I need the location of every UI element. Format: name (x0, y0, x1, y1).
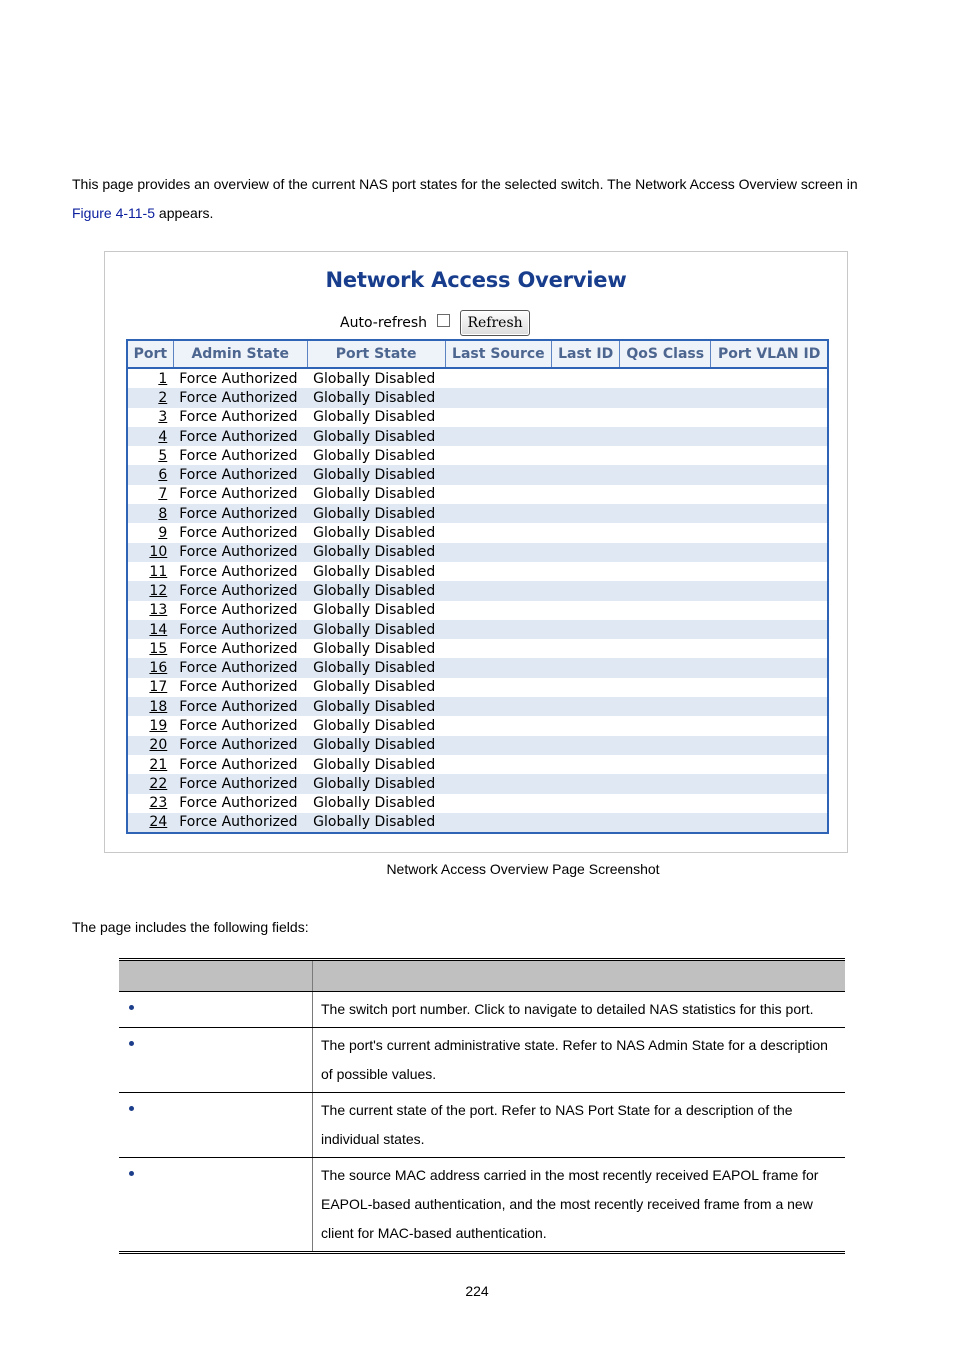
port-vlan-id-cell (711, 755, 828, 774)
field-description: The current state of the port. Refer to NAS Port State for a description of the individual states. (313, 1093, 846, 1158)
port-vlan-id-cell (711, 697, 828, 716)
table-body (127, 368, 828, 833)
admin-state-cell: Force Authorized (173, 813, 307, 833)
port-link-cell[interactable] (127, 446, 173, 465)
port-link[interactable]: 18 (149, 698, 168, 715)
admin-state-cell: Force Authorized (173, 697, 307, 716)
port-state-cell: Globally Disabled (307, 465, 445, 484)
table-row (127, 543, 828, 562)
port-vlan-id-cell (711, 523, 828, 542)
port-link-cell[interactable] (127, 639, 173, 658)
col-qos-class: QoS Class (620, 340, 711, 368)
col-port: Port (127, 340, 173, 368)
table-row (127, 658, 828, 677)
qos-class-cell (620, 639, 711, 658)
last-id-cell (552, 601, 620, 620)
last-id-cell (552, 678, 620, 697)
qos-class-cell (620, 620, 711, 639)
admin-state-cell: Force Authorized (173, 581, 307, 600)
last-id-cell (552, 562, 620, 581)
admin-state-cell: Force Authorized (173, 620, 307, 639)
field-row (119, 992, 845, 1028)
last-source-cell (445, 581, 552, 600)
last-source-cell (445, 562, 552, 581)
qos-class-cell (620, 697, 711, 716)
last-source-cell (445, 620, 552, 639)
port-link-cell[interactable] (127, 427, 173, 446)
port-link-cell[interactable] (127, 581, 173, 600)
port-vlan-id-cell (711, 465, 828, 484)
port-link-cell[interactable] (127, 543, 173, 562)
fields-intro: The page includes the following fields: (72, 919, 309, 935)
qos-class-cell (620, 658, 711, 677)
auto-refresh-bar (340, 310, 530, 336)
port-state-cell: Globally Disabled (307, 620, 445, 639)
port-link-cell[interactable] (127, 408, 173, 427)
port-link[interactable]: 15 (149, 640, 168, 657)
table-header-row (127, 340, 828, 368)
auto-refresh-checkbox[interactable] (437, 314, 450, 327)
port-link-cell[interactable] (127, 523, 173, 542)
port-link[interactable]: 10 (149, 544, 168, 561)
col-last-source: Last Source (445, 340, 552, 368)
table-row (127, 736, 828, 755)
last-id-cell (552, 427, 620, 446)
port-vlan-id-cell (711, 639, 828, 658)
port-link[interactable]: 14 (149, 621, 168, 638)
field-description: The switch port number. Click to navigate to detailed NAS statistics for this port. (313, 992, 846, 1028)
admin-state-cell: Force Authorized (179, 756, 298, 773)
bullet-icon (129, 1171, 134, 1176)
port-state-cell: Globally Disabled (307, 581, 445, 600)
table-row (127, 581, 828, 600)
port-link[interactable]: 12 (149, 582, 168, 599)
fields-header-row (119, 960, 845, 992)
port-state-cell: Globally Disabled (307, 543, 445, 562)
table-row (127, 639, 828, 658)
qos-class-cell (620, 581, 711, 600)
port-state-cell: Globally Disabled (313, 640, 436, 657)
last-source-cell (445, 755, 552, 774)
qos-class-cell (620, 794, 711, 813)
port-vlan-id-cell (711, 774, 828, 793)
port-link-cell[interactable] (127, 697, 173, 716)
field-description: The source MAC address carried in the most recently received EAPOL frame for EAPOL-based authentication, and the most recently received frame from a new client for MAC-based authentication. (313, 1158, 846, 1253)
port-state-cell: Globally Disabled (307, 774, 445, 793)
last-source-cell (445, 678, 552, 697)
nas-overview-table (126, 339, 829, 834)
port-vlan-id-cell (711, 813, 828, 833)
table-row (127, 485, 828, 504)
port-link-cell[interactable] (127, 774, 173, 793)
port-state-cell: Globally Disabled (313, 563, 436, 580)
fields-header-description (313, 960, 846, 992)
port-state-cell: Globally Disabled (313, 756, 436, 773)
bullet-icon (129, 1041, 134, 1046)
port-link[interactable]: 22 (149, 775, 168, 792)
port-vlan-id-cell (711, 562, 828, 581)
admin-state-cell: Force Authorized (179, 640, 298, 657)
admin-state-cell: Force Authorized (179, 447, 298, 464)
port-state-cell: Globally Disabled (307, 658, 445, 677)
port-link-cell[interactable] (127, 562, 173, 581)
auto-refresh-label: Auto-refresh (340, 315, 428, 331)
last-id-cell (552, 794, 620, 813)
port-link[interactable]: 16 (149, 660, 168, 677)
port-link-cell[interactable] (127, 465, 173, 484)
port-state-cell: Globally Disabled (313, 717, 436, 734)
qos-class-cell (620, 485, 711, 504)
last-id-cell (552, 581, 620, 600)
last-id-cell (552, 736, 620, 755)
port-vlan-id-cell (711, 581, 828, 600)
port-link[interactable]: 1 (158, 370, 168, 387)
admin-state-cell: Force Authorized (173, 388, 307, 407)
table-row (127, 446, 828, 465)
port-vlan-id-cell (711, 658, 828, 677)
port-state-cell: Globally Disabled (313, 602, 436, 619)
table-row (127, 562, 828, 581)
port-link-cell[interactable] (127, 755, 173, 774)
admin-state-cell: Force Authorized (179, 795, 298, 812)
last-id-cell (552, 813, 620, 833)
port-state-cell: Globally Disabled (307, 697, 445, 716)
refresh-button[interactable]: Refresh (460, 310, 530, 336)
table-row (127, 774, 828, 793)
port-link-cell[interactable] (127, 504, 173, 523)
table-row (127, 697, 828, 716)
last-id-cell (552, 774, 620, 793)
admin-state-cell: Force Authorized (179, 602, 298, 619)
port-link[interactable]: 4 (158, 428, 168, 445)
fields-header-object (119, 960, 313, 992)
last-id-cell (552, 388, 620, 407)
last-id-cell (552, 639, 620, 658)
port-state-cell: Globally Disabled (307, 736, 445, 755)
port-vlan-id-cell (711, 716, 828, 735)
port-vlan-id-cell (711, 543, 828, 562)
port-link[interactable]: 3 (158, 409, 168, 426)
last-source-cell (445, 465, 552, 484)
table-row (127, 523, 828, 542)
port-link-cell[interactable] (127, 485, 173, 504)
admin-state-cell: Force Authorized (179, 486, 298, 503)
qos-class-cell (620, 408, 711, 427)
port-state-cell: Globally Disabled (313, 370, 436, 387)
port-link[interactable]: 24 (149, 814, 168, 831)
last-id-cell (552, 716, 620, 735)
admin-state-cell: Force Authorized (173, 658, 307, 677)
last-id-cell (552, 408, 620, 427)
field-description: The port's current administrative state. Refer to NAS Admin State for a description of possible values. (313, 1028, 846, 1093)
field-row (119, 1093, 845, 1158)
port-vlan-id-cell (711, 368, 828, 388)
last-source-cell (445, 774, 552, 793)
table-row (127, 465, 828, 484)
last-source-cell (445, 368, 552, 388)
last-id-cell (552, 755, 620, 774)
table-row (127, 504, 828, 523)
port-link[interactable]: 21 (149, 756, 168, 773)
last-source-cell (445, 736, 552, 755)
qos-class-cell (620, 446, 711, 465)
port-vlan-id-cell (711, 620, 828, 639)
port-vlan-id-cell (711, 485, 828, 504)
port-vlan-id-cell (711, 794, 828, 813)
last-id-cell (552, 543, 620, 562)
last-source-cell (445, 794, 552, 813)
last-source-cell (445, 523, 552, 542)
admin-state-cell: Force Authorized (179, 370, 298, 387)
port-vlan-id-cell (711, 427, 828, 446)
qos-class-cell (620, 543, 711, 562)
port-state-cell: Globally Disabled (313, 525, 436, 542)
port-link-cell[interactable] (127, 601, 173, 620)
port-link[interactable]: 20 (149, 737, 168, 754)
admin-state-cell: Force Authorized (173, 774, 307, 793)
port-state-cell: Globally Disabled (313, 795, 436, 812)
col-admin-state: Admin State (173, 340, 307, 368)
port-link[interactable]: 9 (158, 525, 168, 542)
col-last-id: Last ID (552, 340, 620, 368)
intro-paragraph (72, 170, 892, 228)
port-link-cell[interactable] (127, 716, 173, 735)
admin-state-cell: Force Authorized (179, 525, 298, 542)
last-source-cell (445, 427, 552, 446)
last-source-cell (445, 408, 552, 427)
port-link[interactable]: 19 (149, 717, 168, 734)
last-id-cell (552, 446, 620, 465)
last-source-cell (445, 697, 552, 716)
qos-class-cell (620, 388, 711, 407)
port-state-cell: Globally Disabled (313, 486, 436, 503)
last-id-cell (552, 368, 620, 388)
screenshot-frame (104, 251, 848, 853)
table-row (127, 388, 828, 407)
qos-class-cell (620, 562, 711, 581)
last-id-cell (552, 504, 620, 523)
last-source-cell (445, 813, 552, 833)
page-number: 224 (465, 1283, 489, 1299)
port-link[interactable]: 6 (158, 467, 168, 484)
last-source-cell (445, 543, 552, 562)
port-vlan-id-cell (711, 446, 828, 465)
qos-class-cell (620, 601, 711, 620)
port-link[interactable]: 7 (158, 486, 168, 503)
field-row (119, 1158, 845, 1253)
last-id-cell (552, 697, 620, 716)
port-vlan-id-cell (711, 504, 828, 523)
admin-state-cell: Force Authorized (173, 427, 307, 446)
table-row (127, 408, 828, 427)
col-port-state: Port State (307, 340, 445, 368)
admin-state-cell: Force Authorized (179, 409, 298, 426)
last-source-cell (445, 716, 552, 735)
qos-class-cell (620, 465, 711, 484)
qos-class-cell (620, 678, 711, 697)
screenshot-title: Network Access Overview (325, 268, 627, 292)
port-link-cell[interactable] (127, 794, 173, 813)
port-vlan-id-cell (711, 388, 828, 407)
admin-state-cell: Force Authorized (173, 465, 307, 484)
figure-link[interactable]: Figure 4-11-5 (72, 205, 156, 221)
port-state-cell: Globally Disabled (307, 813, 445, 833)
port-vlan-id-cell (711, 736, 828, 755)
last-id-cell (552, 620, 620, 639)
port-vlan-id-cell (711, 601, 828, 620)
admin-state-cell: Force Authorized (173, 504, 307, 523)
port-link-cell[interactable] (127, 678, 173, 697)
port-link[interactable]: 5 (158, 447, 168, 464)
port-state-cell: Globally Disabled (307, 504, 445, 523)
port-state-cell: Globally Disabled (313, 409, 436, 426)
last-source-cell (445, 601, 552, 620)
table-row (127, 678, 828, 697)
last-id-cell (552, 523, 620, 542)
last-source-cell (445, 639, 552, 658)
last-source-cell (445, 446, 552, 465)
port-vlan-id-cell (711, 408, 828, 427)
admin-state-cell: Force Authorized (173, 736, 307, 755)
figure-caption: Network Access Overview Page Screenshot (386, 861, 660, 877)
port-link[interactable]: 11 (149, 563, 168, 580)
last-id-cell (552, 465, 620, 484)
port-link-cell[interactable] (127, 736, 173, 755)
admin-state-cell: Force Authorized (179, 717, 298, 734)
qos-class-cell (620, 716, 711, 735)
last-source-cell (445, 504, 552, 523)
table-row (127, 794, 828, 813)
col-port-vlan-id: Port VLAN ID (711, 340, 828, 368)
port-link[interactable]: 13 (149, 602, 168, 619)
port-link-cell[interactable] (127, 368, 173, 388)
table-row (127, 620, 828, 639)
table-row (127, 755, 828, 774)
port-link-cell[interactable] (127, 658, 173, 677)
port-link-cell[interactable] (127, 813, 173, 833)
qos-class-cell (620, 755, 711, 774)
qos-class-cell (620, 774, 711, 793)
port-link[interactable]: 8 (158, 505, 168, 522)
last-source-cell (445, 658, 552, 677)
qos-class-cell (620, 427, 711, 446)
port-state-cell: Globally Disabled (307, 427, 445, 446)
qos-class-cell (620, 813, 711, 833)
table-row (127, 601, 828, 620)
field-row (119, 1028, 845, 1093)
bullet-icon (129, 1106, 134, 1111)
admin-state-cell: Force Authorized (179, 679, 298, 696)
qos-class-cell (620, 368, 711, 388)
intro-after-link: appears. (155, 205, 214, 221)
table-row (127, 716, 828, 735)
port-link[interactable]: 23 (149, 795, 168, 812)
port-vlan-id-cell (711, 678, 828, 697)
admin-state-cell: Force Authorized (179, 563, 298, 580)
qos-class-cell (620, 523, 711, 542)
intro-text: This page provides an overview of the current NAS port states for the selected switch. The Network Access Overview screen in (72, 176, 858, 192)
table-row (127, 813, 828, 833)
qos-class-cell (620, 736, 711, 755)
table-row (127, 368, 828, 388)
port-link-cell[interactable] (127, 388, 173, 407)
port-link[interactable]: 17 (149, 679, 168, 696)
port-link-cell[interactable] (127, 620, 173, 639)
last-source-cell (445, 485, 552, 504)
table-row (127, 427, 828, 446)
admin-state-cell: Force Authorized (173, 543, 307, 562)
last-id-cell (552, 658, 620, 677)
port-link[interactable]: 2 (158, 389, 168, 406)
last-id-cell (552, 485, 620, 504)
port-state-cell: Globally Disabled (313, 447, 436, 464)
port-state-cell: Globally Disabled (313, 679, 436, 696)
fields-table (119, 958, 845, 1254)
bullet-icon (129, 1005, 134, 1010)
last-source-cell (445, 388, 552, 407)
qos-class-cell (620, 504, 711, 523)
port-state-cell: Globally Disabled (307, 388, 445, 407)
